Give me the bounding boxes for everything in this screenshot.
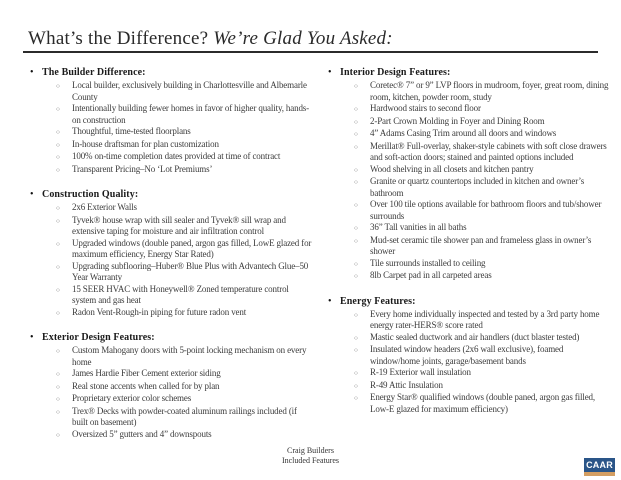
section <box>30 332 314 441</box>
list-item-text: Local builder, exclusively building in Charlottesville and Albemarle County <box>72 80 307 102</box>
list-item-text: 8lb Carpet pad in all carpeted areas <box>370 270 492 280</box>
list-item <box>328 116 612 129</box>
circle-bullet-icon: ○ <box>56 205 60 212</box>
circle-bullet-icon: ○ <box>354 179 358 186</box>
circle-bullet-icon: ○ <box>354 311 358 319</box>
list-item <box>328 309 612 332</box>
list-item-text: Coretec® 7” or 9” LVP floors in mudroom, foyer, great room, dining room, kitchen, powder room, study <box>370 80 609 102</box>
bullet-icon: • <box>30 189 34 200</box>
caar-logo-text: CAAR <box>586 460 613 470</box>
list-item-text: 2-Part Crown Molding in Foyer and Dining Room <box>370 115 545 126</box>
list-item-text: James Hardie Fiber Cement exterior siding <box>72 368 221 378</box>
section-header-row <box>328 67 612 79</box>
bullet-icon: • <box>30 67 34 78</box>
circle-bullet-icon: ○ <box>354 334 358 342</box>
content-columns <box>30 67 612 454</box>
list-item-text: Transparent Pricing–No ‘Lot Premiums’ <box>72 163 213 174</box>
circle-bullet-icon: ○ <box>354 347 358 354</box>
list-item-text: Trex® Decks with powder-coated aluminum railings included (if built on basement) <box>72 405 297 427</box>
circle-bullet-icon: ○ <box>56 371 60 378</box>
section-heading: Construction Quality: <box>42 189 139 200</box>
list-item <box>328 141 612 164</box>
circle-bullet-icon: ○ <box>56 217 60 225</box>
list-item-text: Merillat® Full-overlay, shaker-style cabinets with soft close drawers and soft-action doors; stained and painted options included <box>370 140 607 162</box>
circle-bullet-icon: ○ <box>354 143 358 151</box>
list-item-text: 36” Tall vanities in all baths <box>370 222 467 232</box>
list-item-text: Mastic sealed ductwork and air handlers (duct blaster tested) <box>370 331 580 342</box>
list-item <box>328 164 612 177</box>
section-header-row <box>328 296 612 308</box>
list-item-text: Radon Vent-Rough-in piping for future radon vent <box>72 306 247 317</box>
list-item-text: Insulated window headers (2x6 wall exclusive), foamed window/home joints, garage/basement bands <box>370 344 564 366</box>
circle-bullet-icon: ○ <box>56 141 60 149</box>
circle-bullet-icon: ○ <box>354 106 358 113</box>
circle-bullet-icon: ○ <box>56 166 60 174</box>
list-item <box>328 176 612 199</box>
bullet-icon: • <box>328 67 332 78</box>
circle-bullet-icon: ○ <box>56 129 60 136</box>
circle-bullet-icon: ○ <box>56 383 60 391</box>
section-header-row <box>30 67 314 79</box>
list-item <box>30 429 314 442</box>
page-title-normal: What’s the Difference? <box>28 28 214 49</box>
list-item <box>30 164 314 177</box>
list-item-text: 100% on-time completion dates provided at time of contract <box>72 151 281 161</box>
circle-bullet-icon: ○ <box>354 202 358 209</box>
section-heading: Energy Features: <box>340 295 416 307</box>
circle-bullet-icon: ○ <box>354 237 358 245</box>
section-header-row <box>30 332 314 344</box>
list-item-text: Over 100 tile options available for bathroom floors and tub/shower surrounds <box>370 199 602 221</box>
list-item <box>328 258 612 271</box>
list-item-text: Upgrading subflooring–Huber® Blue Plus with Advantech Glue–50 Year Warranty <box>72 260 309 282</box>
right-column <box>328 67 612 428</box>
list-item <box>30 238 314 261</box>
circle-bullet-icon: ○ <box>354 166 358 174</box>
list-item-text: Intentionally building fewer homes in favor of higher quality, hands-on construction <box>72 103 310 125</box>
circle-bullet-icon: ○ <box>56 396 60 403</box>
left-column <box>30 67 314 454</box>
circle-bullet-icon: ○ <box>56 240 60 248</box>
list-item-text: Energy Star® qualified windows (double paned, argon gas filled, Low-E glazed for maximum efficiency) <box>370 392 596 414</box>
section-header-row <box>30 189 314 201</box>
list-item <box>30 406 314 429</box>
list-item-text: Upgraded windows (double paned, argon gas filled, LowE glazed for maximum efficiency, Energy Star Rated) <box>72 237 312 259</box>
list-item <box>30 80 314 103</box>
list-item-text: Proprietary exterior color schemes <box>72 393 192 403</box>
section-heading: Exterior Design Features: <box>42 332 155 343</box>
list-item <box>328 128 612 141</box>
list-item-text: Custom Mahogany doors with 5-point locking mechanism on every home <box>72 345 307 367</box>
list-item <box>30 139 314 152</box>
list-item <box>328 392 612 415</box>
circle-bullet-icon: ○ <box>56 431 60 439</box>
list-item-text: 15 SEER HVAC with Honeywell® Zoned temperature control system and gas heat <box>72 283 289 305</box>
list-item <box>30 345 314 368</box>
list-item <box>328 80 612 103</box>
list-item-text: Granite or quartz countertops included in kitchen and owner’s bathroom <box>370 176 585 198</box>
circle-bullet-icon: ○ <box>56 83 60 90</box>
circle-bullet-icon: ○ <box>354 131 358 138</box>
list-item <box>30 103 314 126</box>
circle-bullet-icon: ○ <box>56 408 60 416</box>
list-item <box>328 344 612 367</box>
section-heading: The Builder Difference: <box>42 67 146 78</box>
circle-bullet-icon: ○ <box>56 309 60 317</box>
section <box>30 67 314 176</box>
list-item-text: Hardwood stairs to second floor <box>370 103 481 113</box>
list-item <box>328 270 612 283</box>
list-item <box>30 261 314 284</box>
circle-bullet-icon: ○ <box>354 370 358 377</box>
list-item <box>328 367 612 380</box>
list-item-text: Mud-set ceramic tile shower pan and frameless glass in owner’s shower <box>370 234 592 256</box>
list-item-text: R-49 Attic Insulation <box>370 379 443 390</box>
section <box>30 189 314 319</box>
list-item <box>30 307 314 320</box>
caar-logo <box>584 458 615 476</box>
page-title-italic: We’re Glad You Asked: <box>213 28 393 49</box>
circle-bullet-icon: ○ <box>354 118 358 126</box>
list-item-text: Oversized 5” gutters and 4” downspouts <box>72 428 212 439</box>
list-item <box>30 284 314 307</box>
circle-bullet-icon: ○ <box>354 395 358 402</box>
list-item <box>30 393 314 406</box>
list-item-text: Thoughtful, time-tested floorplans <box>72 126 191 136</box>
list-item <box>328 103 612 116</box>
list-item <box>30 202 314 215</box>
list-item-text: Real stone accents when called for by plan <box>72 380 220 391</box>
circle-bullet-icon: ○ <box>56 263 60 271</box>
list-item <box>30 151 314 164</box>
list-item <box>30 215 314 238</box>
list-item-text: In-house draftsman for plan customization <box>72 138 219 149</box>
circle-bullet-icon: ○ <box>56 286 60 294</box>
list-item <box>328 235 612 258</box>
section-heading: Interior Design Features: <box>340 67 451 78</box>
list-item-text: 2x6 Exterior Walls <box>72 202 137 212</box>
page-footer <box>0 446 621 466</box>
list-item-text: Tile surrounds installed to ceiling <box>370 257 486 268</box>
circle-bullet-icon: ○ <box>354 260 358 268</box>
page-title <box>28 28 393 50</box>
circle-bullet-icon: ○ <box>56 106 60 113</box>
list-item-text: 4” Adams Casing Trim around all doors and windows <box>370 128 557 138</box>
list-item-text: Wood shelving in all closets and kitchen pantry <box>370 163 534 174</box>
circle-bullet-icon: ○ <box>354 225 358 232</box>
circle-bullet-icon: ○ <box>354 382 358 390</box>
section <box>328 67 612 283</box>
bullet-icon: • <box>328 295 332 307</box>
list-item <box>30 381 314 394</box>
list-item <box>30 126 314 139</box>
list-item <box>30 368 314 381</box>
list-item-text: R-19 Exterior wall insulation <box>370 367 471 377</box>
circle-bullet-icon: ○ <box>354 273 358 280</box>
title-underline <box>23 51 598 53</box>
list-item <box>328 222 612 235</box>
circle-bullet-icon: ○ <box>56 348 60 355</box>
circle-bullet-icon: ○ <box>354 83 358 90</box>
circle-bullet-icon: ○ <box>56 154 60 161</box>
list-item <box>328 199 612 222</box>
list-item-text: Every home individually inspected and tested by a 3rd party home energy rater-HERS® score rated <box>370 308 600 330</box>
footer-subtitle: Included Features <box>281 456 340 465</box>
list-item-text: Tyvek® house wrap with sill sealer and Tyvek® sill wrap and extensive taping for moisture and air infiltration control <box>72 214 286 236</box>
list-item <box>328 380 612 393</box>
footer-company: Craig Builders <box>287 446 334 455</box>
list-item <box>328 332 612 345</box>
bullet-icon: • <box>30 332 34 343</box>
section <box>328 296 612 416</box>
